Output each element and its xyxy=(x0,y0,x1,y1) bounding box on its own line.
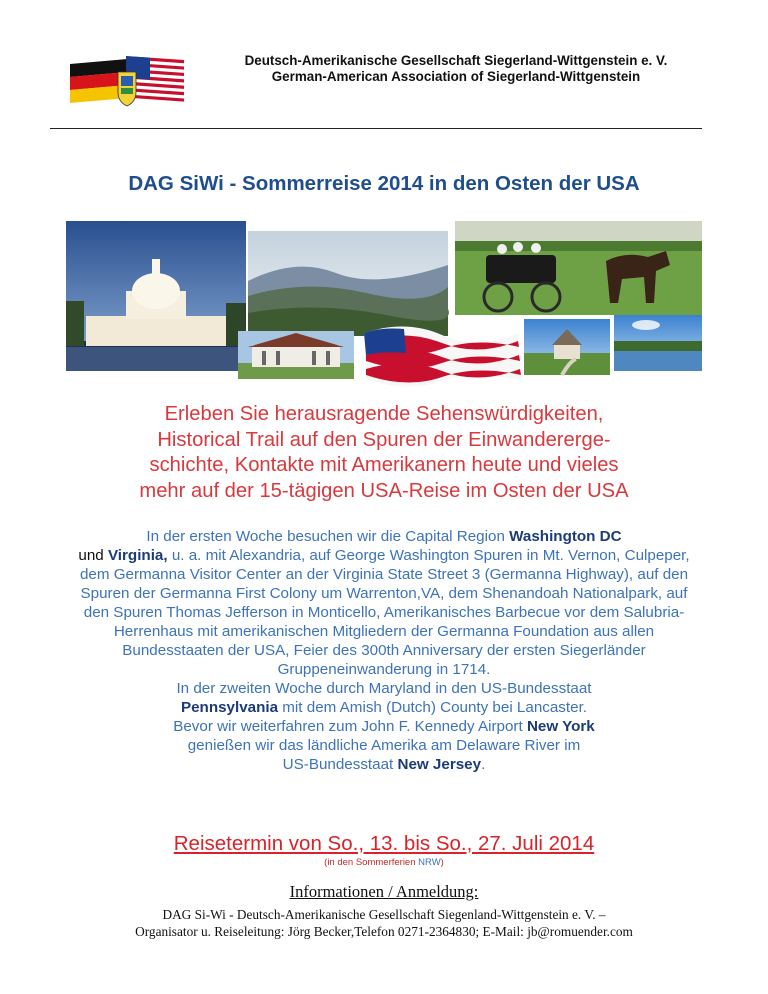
itinerary-text: In der ersten Woche besuchen wir die Capital Region Washington DC und Virginia, u. a. mit Alexandria, auf George Washington Spuren in Mt. Vernon, Culpeper, dem Germanna Visitor Center an der Virginia State Street 3 (Germanna Highway), auf den Spuren der Germanna First Colony um Warrenton,VA, dem Shenandoah Nationalpark, auf den Spuren Thomas Jefferson in Monticello, Amerikanisches Barbecue vor dem Salubria-Herrenhaus mit amerikanischen Mitgliedern der Germanna Foundation aus allen Bundesstaaten der USA, Feier des 300th Anniversary der ersten Siegerländer Gruppeneinwanderung in 1714. In der zweiten Woche durch Maryland in den US-Bundesstaat Pennsylvania mit dem Amish (Dutch) County bei Lancaster. Bevor wir weiterfahren zum John F. Kennedy Airport New York genießen wir das ländliche Amerika am Delaware River im US-Bundesstaat New Jersey. xyxy=(78,528,690,773)
flags-logo xyxy=(68,52,186,118)
lead-text xyxy=(70,402,698,504)
travel-dates: Reisetermin von So., 13. bis So., 27. Juli 2014 xyxy=(173,832,595,855)
footer-line-contact: Organisator u. Reiseleitung: Jörg Becker,Telefon 0271-2364830; E-Mail: jb@romuender.com xyxy=(135,924,633,939)
lead-line: Erleben Sie herausragende Sehenswürdigkeiten, xyxy=(164,403,604,425)
photo-collage xyxy=(66,221,702,388)
header-divider xyxy=(50,128,702,129)
info-heading: Informationen / Anmeldung: xyxy=(289,882,479,901)
round-barn-photo xyxy=(524,319,610,375)
organization-header xyxy=(196,53,716,85)
highlight-new-york: New York xyxy=(526,718,595,735)
highlight-washington-dc: Washington DC xyxy=(509,528,622,545)
lead-line: Historical Trail auf den Spuren der Einwanderergе- xyxy=(157,428,611,451)
highlight-new-jersey: New Jersey xyxy=(397,756,482,773)
lake-photo xyxy=(614,315,702,371)
holiday-note: (in den Sommerferien NRW) xyxy=(324,857,444,868)
highlight-virginia: Virginia, xyxy=(107,547,168,564)
mansion-photo xyxy=(238,331,354,379)
lead-line: schichte, Kontakte mit Amerikanern heute und vieles xyxy=(149,454,619,476)
capitol-photo xyxy=(66,221,246,371)
page-title: DAG SiWi - Sommerreise 2014 in den Osten der USA xyxy=(128,172,640,195)
horse-buggy-photo xyxy=(455,221,702,315)
contact-footer xyxy=(0,906,768,940)
mountains-photo xyxy=(248,231,449,336)
footer-line-org: DAG Si-Wi - Deutsch-Amerikanische Gesellschaft Siegenland-Wittgenstein e. V. – xyxy=(162,907,606,922)
organization-name-german: Deutsch-Amerikanische Gesellschaft Siegerland-Wittgenstein e. V. xyxy=(244,53,668,68)
lead-line: mehr auf der 15-tägigen USA-Reise im Osten der USA xyxy=(139,479,629,502)
highlight-pennsylvania: Pennsylvania xyxy=(180,699,279,716)
american-flag-image xyxy=(364,326,522,386)
organization-name-english: German-American Association of Siegerland-Wittgenstein xyxy=(271,69,641,84)
